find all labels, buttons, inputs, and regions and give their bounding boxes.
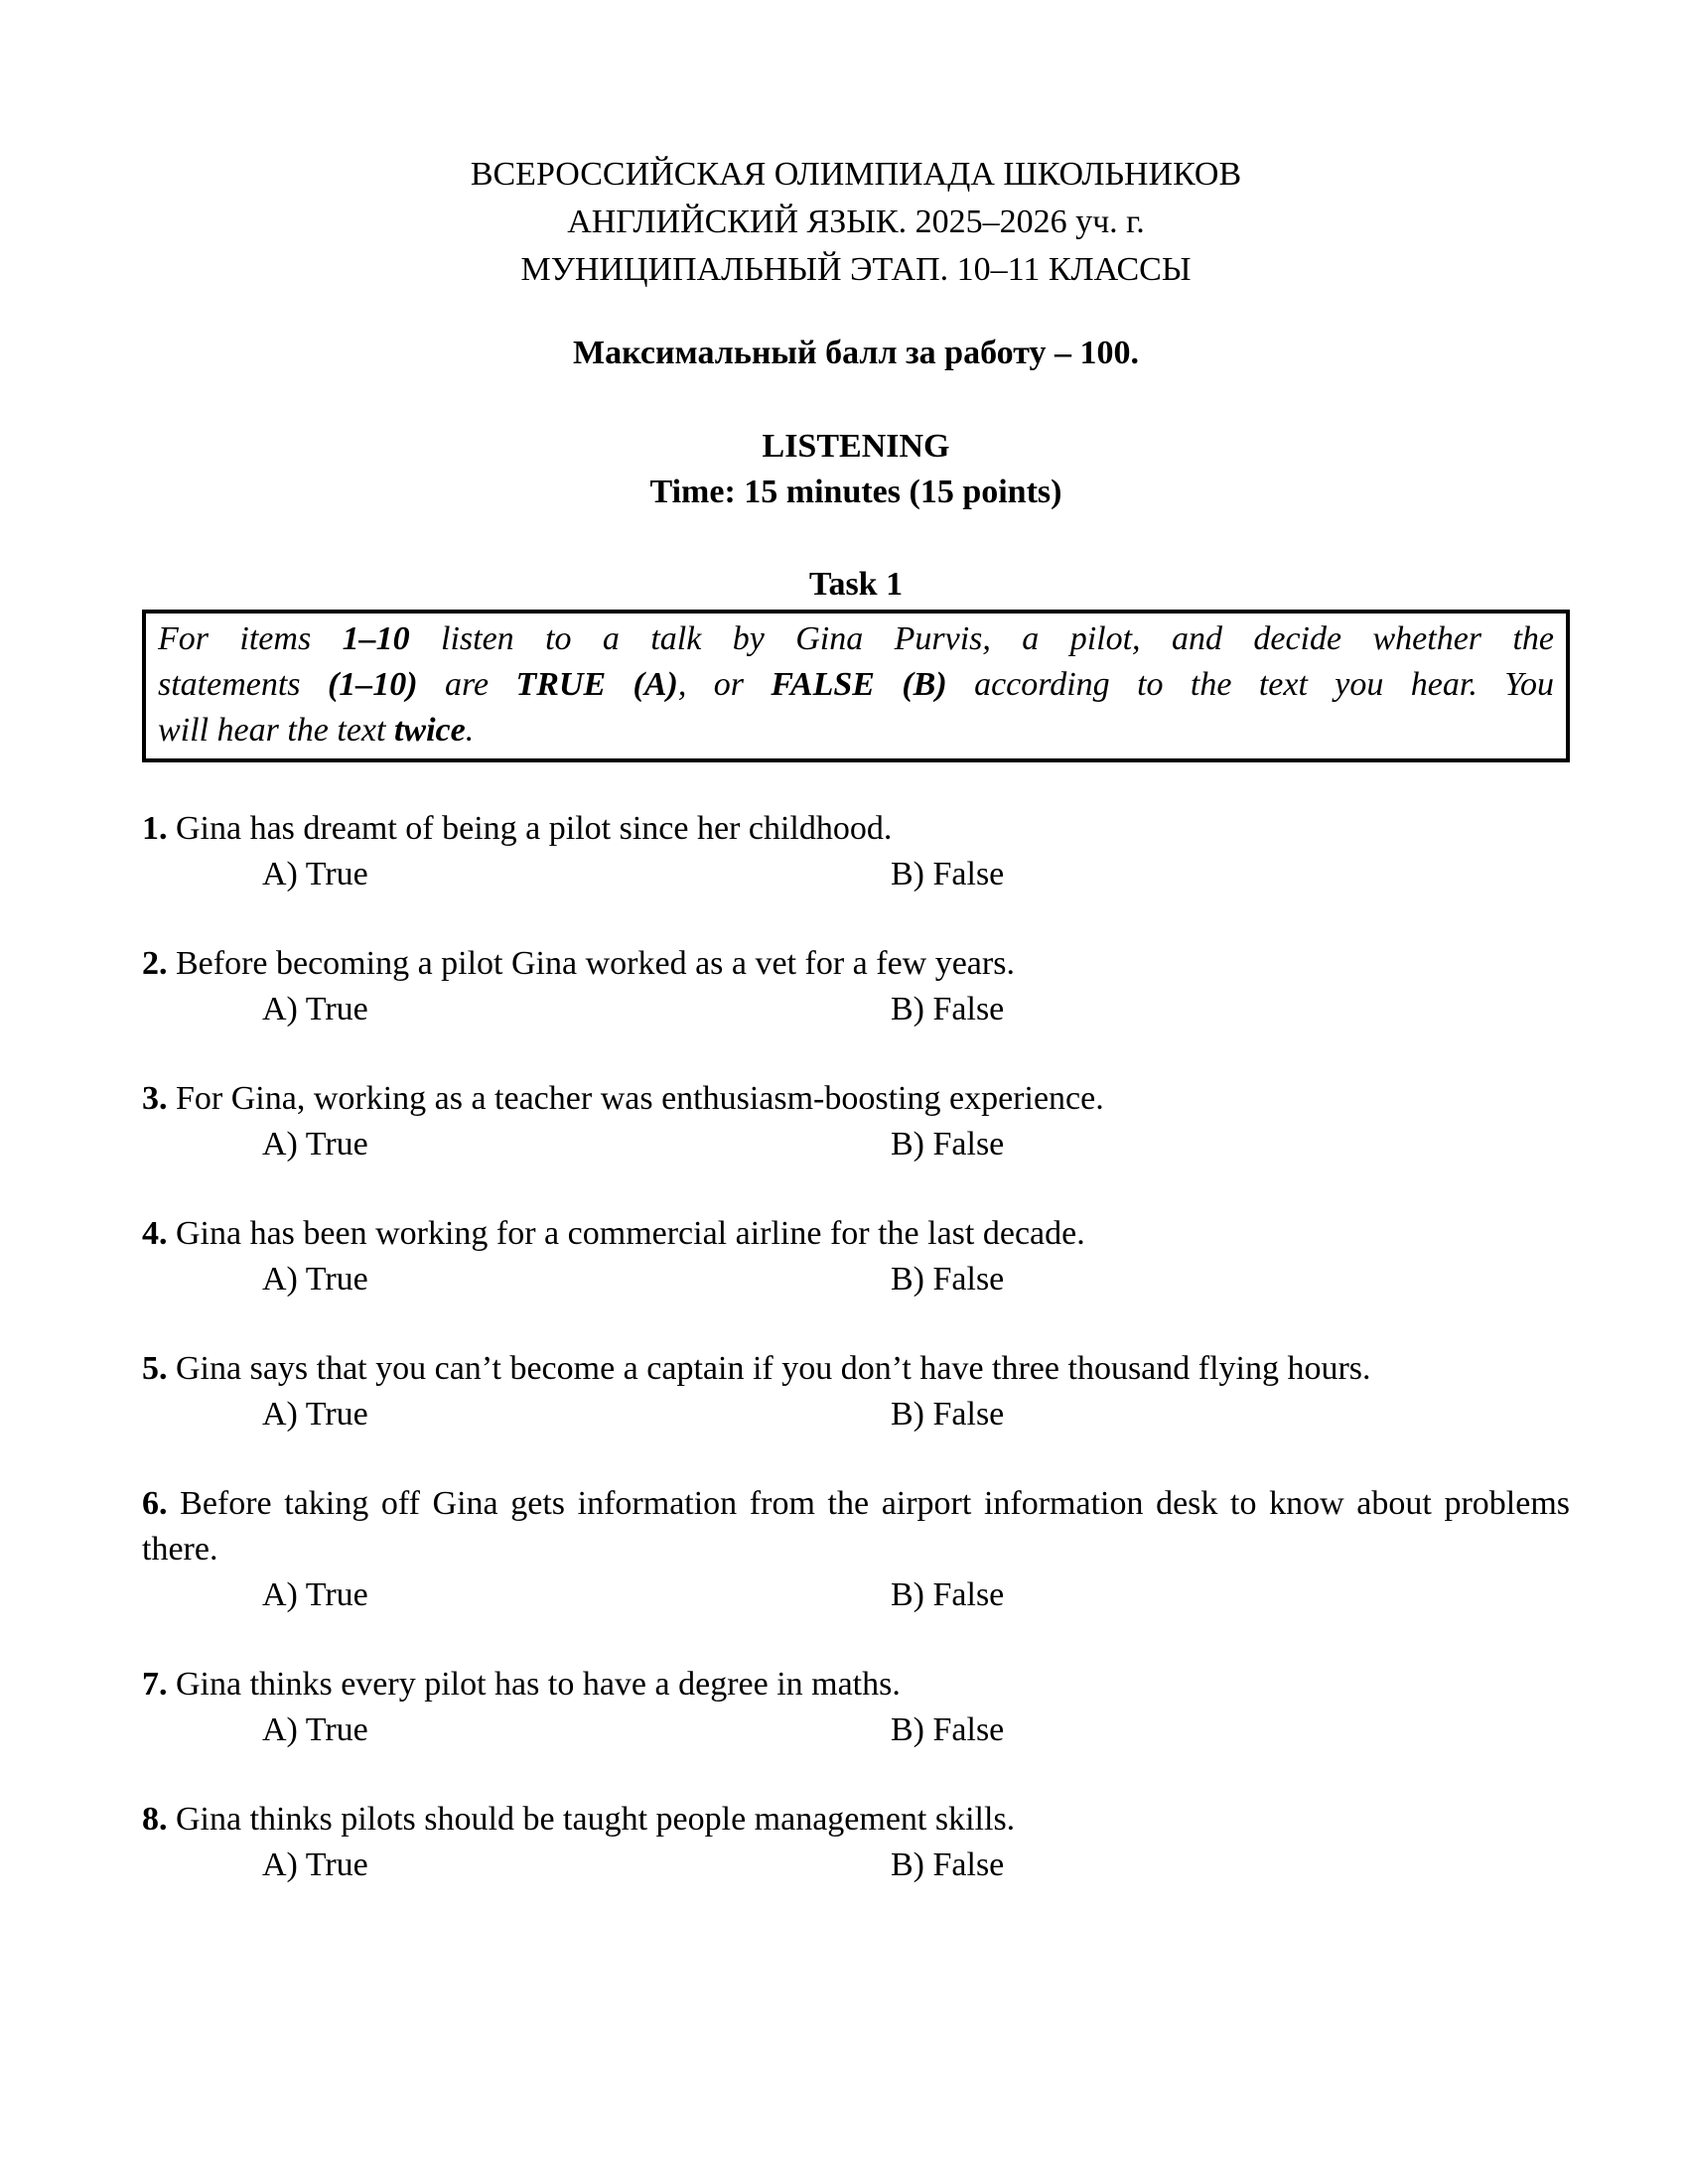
header-line-stage-grades: МУНИЦИПАЛЬНЫЙ ЭТАП. 10–11 КЛАССЫ bbox=[520, 251, 1192, 288]
options-row bbox=[142, 1122, 1570, 1167]
question-item-2 bbox=[142, 941, 1570, 1032]
option-false: B) False bbox=[891, 1126, 1005, 1162]
question-text: Gina says that you can’t become a captain if you don’t have three thousand flying hours. bbox=[176, 1350, 1371, 1387]
options-row bbox=[142, 987, 1570, 1032]
instruction-segment: will hear the text bbox=[158, 712, 394, 749]
option-false: B) False bbox=[891, 1261, 1005, 1297]
options-row bbox=[142, 1257, 1570, 1302]
question-line bbox=[142, 941, 1570, 987]
instruction-segment-bold: twice bbox=[393, 712, 466, 749]
instruction-segment: For items bbox=[158, 620, 343, 657]
option-true: A) True bbox=[262, 1846, 368, 1883]
question-number: 7. bbox=[142, 1666, 168, 1703]
listening-section-header bbox=[142, 424, 1570, 515]
question-line bbox=[142, 1481, 1570, 1572]
section-title: LISTENING bbox=[762, 428, 950, 465]
max-score-line: Максимальный балл за работу – 100. bbox=[573, 335, 1139, 371]
instruction-line-3 bbox=[158, 708, 1554, 753]
instruction-segment: listen to a talk by Gina Purvis, a pilot, and decide whether the bbox=[409, 620, 1554, 657]
question-item-6 bbox=[142, 1481, 1570, 1618]
option-true: A) True bbox=[262, 1711, 368, 1748]
question-number: 8. bbox=[142, 1801, 168, 1838]
question-item-5 bbox=[142, 1346, 1570, 1437]
question-text: Before becoming a pilot Gina worked as a vet for a few years. bbox=[176, 945, 1015, 982]
instruction-segment-bold: TRUE (A) bbox=[515, 666, 678, 703]
option-true: A) True bbox=[262, 1261, 368, 1297]
option-false: B) False bbox=[891, 991, 1005, 1027]
question-number: 4. bbox=[142, 1215, 168, 1252]
question-line bbox=[142, 1662, 1570, 1707]
options-row bbox=[142, 1392, 1570, 1437]
instruction-line-2 bbox=[158, 662, 1554, 708]
section-time: Time: 15 minutes (15 points) bbox=[649, 474, 1062, 510]
instruction-segment-bold: FALSE (B) bbox=[771, 666, 947, 703]
question-number: 3. bbox=[142, 1080, 168, 1117]
options-row bbox=[142, 1707, 1570, 1753]
instruction-segment: are bbox=[417, 666, 516, 703]
option-false: B) False bbox=[891, 1576, 1005, 1613]
task-title: Task 1 bbox=[808, 566, 904, 603]
question-text: Gina has been working for a commercial airline for the last decade. bbox=[176, 1215, 1085, 1252]
question-item-8 bbox=[142, 1797, 1570, 1888]
question-text: For Gina, working as a teacher was enthusiasm-boosting experience. bbox=[176, 1080, 1104, 1117]
option-false: B) False bbox=[891, 1711, 1005, 1748]
question-item-1 bbox=[142, 806, 1570, 897]
instruction-segment: according to the text you hear. You bbox=[946, 666, 1555, 703]
instruction-segment: statements bbox=[158, 666, 328, 703]
question-line bbox=[142, 1076, 1570, 1122]
question-number: 5. bbox=[142, 1350, 168, 1387]
option-false: B) False bbox=[891, 1846, 1005, 1883]
question-text: Gina has dreamt of being a pilot since her childhood. bbox=[176, 810, 893, 847]
question-text: Gina thinks pilots should be taught people management skills. bbox=[176, 1801, 1016, 1838]
instruction-segment-bold: (1–10) bbox=[327, 666, 418, 703]
instruction-segment: . bbox=[465, 712, 475, 749]
option-true: A) True bbox=[262, 1396, 368, 1433]
options-row bbox=[142, 1843, 1570, 1888]
options-row bbox=[142, 1572, 1570, 1618]
options-row bbox=[142, 852, 1570, 897]
option-true: A) True bbox=[262, 991, 368, 1027]
question-text: Before taking off Gina gets information from the airport information desk to know about problems there. bbox=[142, 1485, 1571, 1568]
question-item-4 bbox=[142, 1211, 1570, 1302]
question-number: 2. bbox=[142, 945, 168, 982]
header-line-subject-year: АНГЛИЙСКИЙ ЯЗЫК. 2025–2026 уч. г. bbox=[567, 204, 1145, 240]
question-line bbox=[142, 1346, 1570, 1392]
option-true: A) True bbox=[262, 1576, 368, 1613]
document-header bbox=[142, 151, 1570, 294]
question-line bbox=[142, 1211, 1570, 1257]
option-false: B) False bbox=[891, 1396, 1005, 1433]
instruction-segment-bold: 1–10 bbox=[342, 620, 410, 657]
question-number: 1. bbox=[142, 810, 168, 847]
option-false: B) False bbox=[891, 856, 1005, 892]
question-item-7 bbox=[142, 1662, 1570, 1753]
instruction-line-1 bbox=[158, 616, 1554, 662]
question-text: Gina thinks every pilot has to have a degree in maths. bbox=[176, 1666, 901, 1703]
instruction-box bbox=[142, 610, 1570, 762]
option-true: A) True bbox=[262, 1126, 368, 1162]
question-line bbox=[142, 1797, 1570, 1843]
questions-list bbox=[142, 806, 1570, 1888]
question-item-3 bbox=[142, 1076, 1570, 1167]
question-line bbox=[142, 806, 1570, 852]
header-line-olympiad: ВСЕРОССИЙСКАЯ ОЛИМПИАДА ШКОЛЬНИКОВ bbox=[470, 156, 1242, 193]
question-number: 6. bbox=[142, 1485, 168, 1522]
option-true: A) True bbox=[262, 856, 368, 892]
instruction-segment: , or bbox=[677, 666, 772, 703]
